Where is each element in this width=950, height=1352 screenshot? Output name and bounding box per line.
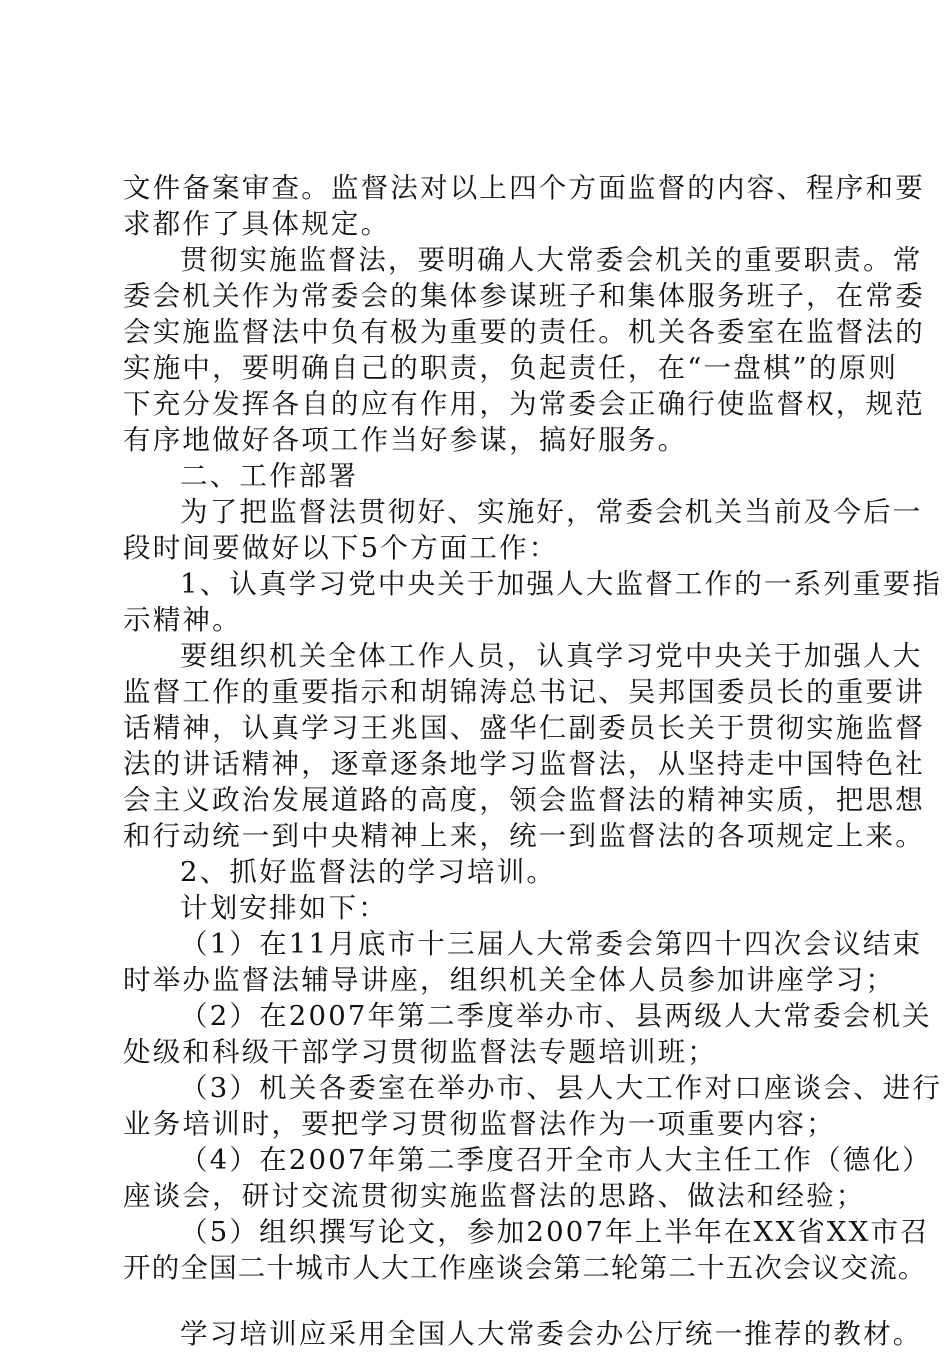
text-line: 会实施监督法中负有极为重要的责任。机关各委室在监督法的 bbox=[123, 316, 925, 348]
text-line: 话精神，认真学习王兆国、盛华仁副委员长关于贯彻实施监督 bbox=[123, 712, 925, 744]
text-line: 段时间要做好以下5个方面工作： bbox=[123, 532, 559, 564]
text-line: 实施中，要明确自己的职责，负起责任，在“一盘棋”的原则 bbox=[123, 352, 899, 384]
text-line: 委会机关作为常委会的集体参谋班子和集体服务班子，在常委 bbox=[123, 280, 925, 312]
text-line: 学习培训应采用全国人大常委会办公厅统一推荐的教材。 bbox=[180, 1318, 923, 1350]
list-item: （2）在2007年第二季度举办市、县两级人大常委会机关 bbox=[180, 1000, 932, 1032]
text-line: 示精神。 bbox=[123, 604, 242, 636]
section-heading: 二、工作部署 bbox=[180, 460, 359, 492]
item-heading: 2、抓好监督法的学习培训。 bbox=[180, 856, 557, 888]
text-line: 下充分发挥各自的应有作用，为常委会正确行使监督权，规范 bbox=[123, 388, 925, 420]
item-heading: 1、认真学习党中央关于加强人大监督工作的一系列重要指 bbox=[180, 568, 943, 600]
text-line: 有序地做好各项工作当好参谋，搞好服务。 bbox=[123, 424, 688, 456]
text-line: 贯彻实施监督法，要明确人大常委会机关的重要职责。常 bbox=[180, 244, 923, 276]
text-line: 开的全国二十城市人大工作座谈会第二轮第二十五次会议交流。 bbox=[123, 1252, 927, 1284]
text-line: 时举办监督法辅导讲座，组织机关全体人员参加讲座学习； bbox=[123, 964, 896, 996]
text-line: 和行动统一到中央精神上来，统一到监督法的各项规定上来。 bbox=[123, 820, 925, 852]
text-line: 监督工作的重要指示和胡锦涛总书记、吴邦国委员长的重要讲 bbox=[123, 676, 925, 708]
text-line: 求都作了具体规定。 bbox=[123, 208, 391, 240]
list-item: （3）机关各委室在举办市、县人大工作对口座谈会、进行 bbox=[180, 1072, 943, 1104]
text-line: 处级和科级干部学习贯彻监督法专题培训班； bbox=[123, 1036, 717, 1068]
text-line: 计划安排如下： bbox=[180, 892, 388, 924]
text-line: 座谈会，研讨交流贯彻实施监督法的思路、做法和经验； bbox=[123, 1180, 866, 1212]
list-item: （5）组织撰写论文，参加2007年上半年在XX省XX市召 bbox=[180, 1216, 930, 1248]
list-item: （4）在2007年第二季度召开全市人大主任工作（德化） bbox=[180, 1144, 932, 1176]
list-item: （1）在11月底市十三届人大常委会第四十四次会议结束 bbox=[180, 928, 923, 960]
text-line: 会主义政治发展道路的高度，领会监督法的精神实质，把思想 bbox=[123, 784, 925, 816]
text-line: 业务培训时，要把学习贯彻监督法作为一项重要内容； bbox=[123, 1108, 836, 1140]
text-line: 为了把监督法贯彻好、实施好，常委会机关当前及今后一 bbox=[180, 496, 923, 528]
text-line: 文件备案审查。监督法对以上四个方面监督的内容、程序和要 bbox=[123, 172, 925, 204]
text-line: 法的讲话精神，逐章逐条地学习监督法，从坚持走中国特色社 bbox=[123, 748, 925, 780]
text-line: 要组织机关全体工作人员，认真学习党中央关于加强人大 bbox=[180, 640, 923, 672]
